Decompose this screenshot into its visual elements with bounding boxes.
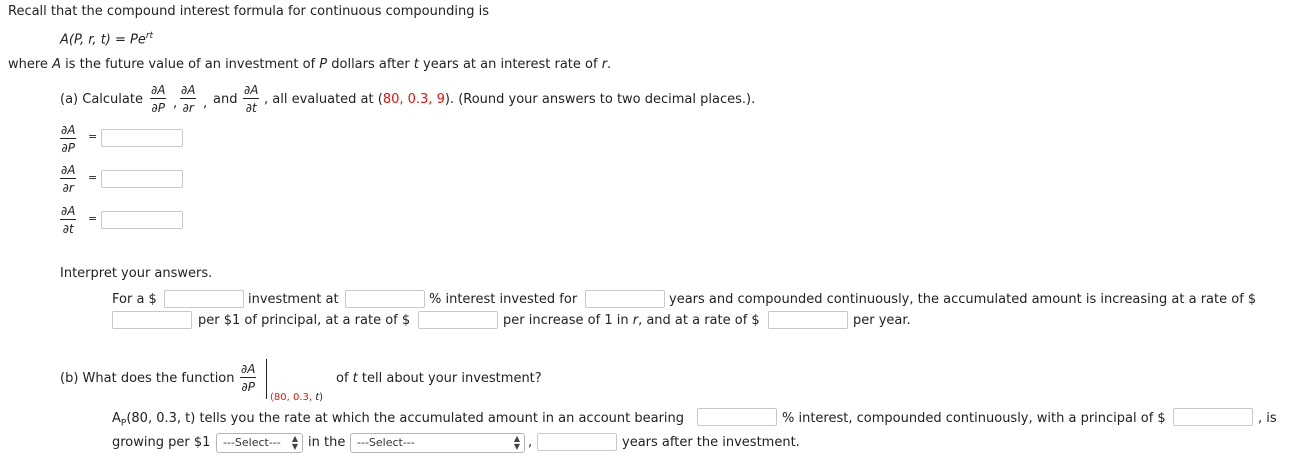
account-select[interactable]: ---Select--- ▲ ▼ [350, 433, 525, 453]
interpret-text: % interest invested for [429, 292, 578, 307]
equals-sign: = [88, 212, 98, 225]
growth-direction-select[interactable]: ---Select--- ▲ ▼ [216, 433, 303, 453]
interpret-text: per increase of 1 in r, and at a rate of $ [503, 313, 760, 328]
comma: , [203, 96, 208, 111]
part-b-text: % interest, compounded continuously, with a principal of $ [782, 411, 1166, 426]
interpret-text: investment at [248, 292, 339, 307]
part-b-prefix: (b) What does the function [60, 371, 235, 386]
interpret-text: years and compounded continuously, the accumulated amount is increasing at a rate of $ [669, 292, 1257, 307]
principal-input[interactable] [164, 290, 244, 308]
equals-sign: = [88, 130, 98, 143]
evaluation-point: (80, 0.3, t) [270, 392, 324, 403]
years-input[interactable] [585, 290, 665, 308]
updown-arrows-icon: ▲ ▼ [513, 434, 520, 451]
deriv-dA-dt: ∂A ∂t [244, 83, 259, 115]
interpret-text: per $1 of principal, at a rate of $ [198, 313, 411, 328]
intro-text: Recall that the compound interest formula for continuous compounding is [8, 4, 489, 19]
answer-label-dA-dP: ∂A ∂P [61, 123, 76, 155]
answer-input-dA-dt[interactable] [101, 211, 183, 229]
part-a-prefix: (a) Calculate [60, 92, 143, 107]
part-b-text: , [528, 435, 533, 450]
part-b-text: years after the investment. [622, 435, 800, 450]
answer-label-dA-dt: ∂A ∂t [61, 204, 76, 236]
interpret-text: For a $ [112, 292, 157, 307]
part-b-text: growing per $1 [112, 435, 211, 450]
part-b-years-input[interactable] [537, 433, 617, 451]
part-b-line1: $A_P(80$, 0.3, t) tells you the rate at which the accumulated amount in an account bearing [112, 411, 685, 429]
part-b-rate-input[interactable] [697, 408, 777, 426]
answer-input-dA-dr[interactable] [101, 170, 183, 188]
part-a-suffix: , all evaluated at (80, 0.3, 9). (Round your answers to two decimal places.). [264, 92, 756, 107]
answer-input-dA-dP[interactable] [101, 129, 183, 147]
formula: A(P, r, $t) = Pe^{rt}$ [60, 31, 154, 48]
where-text: where A is the future value of an investment of P dollars after t years at an interest rate of r. [8, 57, 612, 72]
deriv-dA-dP: ∂A ∂P [151, 83, 166, 115]
part-b-text: in the [308, 435, 346, 450]
part-b-suffix: of t tell about your investment? [336, 371, 542, 386]
rate-per-year-input[interactable] [768, 311, 848, 329]
answer-label-dA-dr: ∂A ∂r [61, 163, 76, 195]
equals-sign: = [88, 171, 98, 184]
comma: , [173, 96, 178, 111]
rate-per-principal-input[interactable] [112, 311, 192, 329]
deriv-dA-dr: ∂A ∂r [181, 83, 196, 115]
evaluation-bar [266, 359, 267, 399]
and-text: and [213, 92, 238, 107]
part-b-text: , is [1258, 411, 1277, 426]
part-b-derivative: ∂A ∂P [241, 362, 256, 394]
interest-rate-input[interactable] [345, 290, 425, 308]
interpret-text: per year. [853, 313, 911, 328]
rate-per-r-input[interactable] [418, 311, 498, 329]
part-b-principal-input[interactable] [1173, 408, 1253, 426]
updown-arrows-icon: ▲ ▼ [291, 434, 298, 451]
interpret-heading: Interpret your answers. [60, 266, 213, 281]
